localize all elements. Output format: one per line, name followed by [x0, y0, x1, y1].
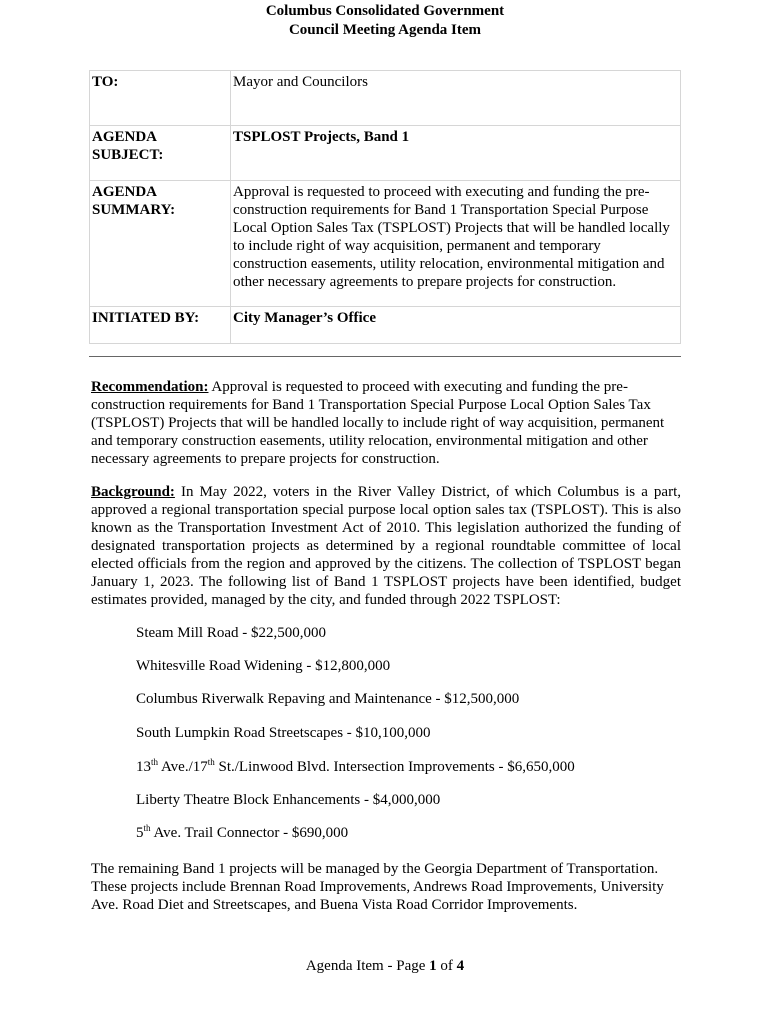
- agenda-info-table: [89, 70, 681, 344]
- initiated-value: City Manager’s Office: [231, 307, 681, 344]
- recommendation-heading: Recommendation:: [91, 379, 209, 395]
- footer-total-pages: 4: [456, 958, 465, 974]
- page-footer: [0, 958, 770, 975]
- subject-label: [90, 126, 231, 181]
- header-title: Columbus Consolidated Government: [265, 3, 505, 19]
- background-heading: Background:: [91, 484, 175, 500]
- subject-row: [90, 126, 681, 181]
- ordinal-suffix: th: [151, 757, 159, 767]
- subject-label-line2: SUBJECT:: [92, 147, 164, 163]
- section-divider: [89, 356, 681, 357]
- project-item: Whitesville Road Widening - $12,800,000: [136, 658, 391, 674]
- project-text: Ave. Trail Connector - $690,000: [150, 825, 349, 841]
- project-text: St./Linwood Blvd. Intersection Improvements - $6,650,000: [214, 759, 575, 775]
- project-item: South Lumpkin Road Streetscapes - $10,100,000: [136, 725, 431, 741]
- project-item: Steam Mill Road - $22,500,000: [136, 625, 326, 641]
- summary-row: [90, 181, 681, 307]
- project-item: [136, 758, 575, 776]
- summary-label-line2: SUMMARY:: [92, 202, 176, 218]
- project-text: Ave./17: [158, 759, 208, 775]
- subject-value: TSPLOST Projects, Band 1: [231, 126, 681, 181]
- ordinal-suffix: th: [143, 823, 151, 833]
- footer-page-number: 1: [429, 958, 437, 974]
- initiated-label: INITIATED BY:: [90, 307, 231, 344]
- background-text: In May 2022, voters in the River Valley District, of which Columbus is a part, approved a regional transportation special purpose local option sales tax (TSPLOST). This is also known as the Transportation Investment Act of 2010. This legislation authorized the funding of designated transportation projects as determined by a regional roundtable committee of local elected officials from the region and approved by the citizens. The collection of TSPLOST began January 1, 2023. The following list of Band 1 TSPLOST projects have been identified, budget estimates provided, managed by the city, and funded through 2022 TSPLOST:: [91, 484, 681, 608]
- summary-value: Approval is requested to proceed with executing and funding the pre-construction requirements for Band 1 Transportation Special Purpose Local Option Sales Tax (TSPLOST) Projects that will be handled locally to include right of way acquisition, permanent and temporary construction easements, utility relocation, environmental mitigation and other necessary agreements to prepare projects for construction.: [231, 181, 681, 307]
- document-header: [0, 2, 770, 39]
- remaining-projects-paragraph: The remaining Band 1 projects will be managed by the Georgia Department of Transportation. These projects include Brennan Road Improvements, Andrews Road Improvements, University Ave. Road Diet and Streetscapes, and Buena Vista Road Corridor Improvements.: [91, 861, 664, 913]
- project-item: Liberty Theatre Block Enhancements - $4,000,000: [136, 792, 441, 808]
- to-row: [90, 71, 681, 126]
- initiated-row: [90, 307, 681, 344]
- recommendation-paragraph: [91, 378, 681, 468]
- footer-of: of: [436, 958, 457, 974]
- subject-label-line1: AGENDA: [92, 129, 158, 145]
- ordinal-suffix: th: [207, 757, 215, 767]
- to-label: TO:: [90, 71, 231, 126]
- footer-prefix: Agenda Item - Page: [305, 958, 430, 974]
- project-text: 13: [136, 759, 151, 775]
- summary-label-line1: AGENDA: [92, 184, 158, 200]
- recommendation-text: Approval is requested to proceed with executing and funding the pre-construction requirements for Band 1 Transportation Special Purpose Local Option Sales Tax (TSPLOST) Projects that will be handled locally to include right of way acquisition, permanent and temporary construction easements, utility relocation, environmental mitigation and other necessary agreements to prepare projects for construction.: [91, 379, 665, 467]
- project-text: 5: [136, 825, 144, 841]
- summary-label: [90, 181, 231, 307]
- header-subtitle: Council Meeting Agenda Item: [288, 21, 482, 38]
- to-value: Mayor and Councilors: [231, 71, 681, 126]
- project-item: Columbus Riverwalk Repaving and Maintenance - $12,500,000: [136, 691, 520, 707]
- project-item: [136, 824, 348, 842]
- background-paragraph: [91, 483, 681, 609]
